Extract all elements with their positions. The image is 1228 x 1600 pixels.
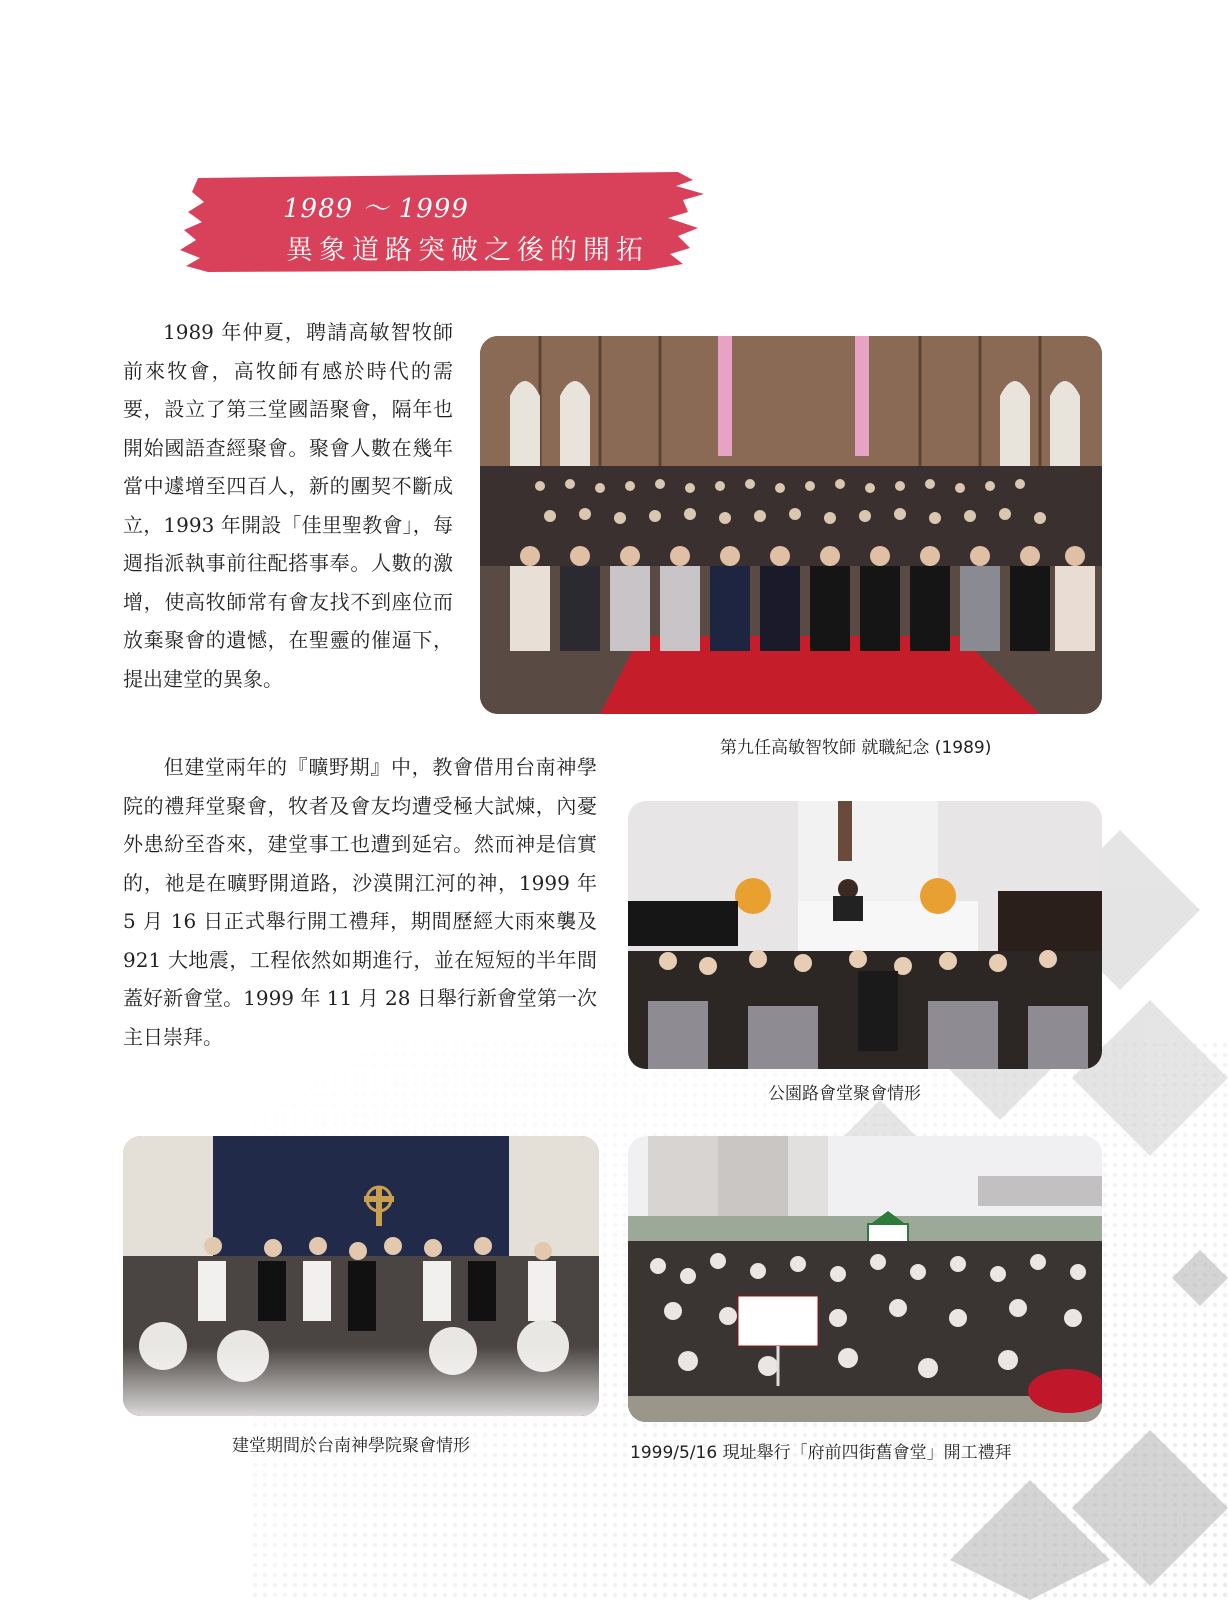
paragraph-2: 但建堂兩年的『曠野期』中，教會借用台南神學院的禮拜堂聚會，牧者及會友均遭受極大試煉，內憂外患紛至沓來，建堂事工也遭到延宕。然而神是信實的，祂是在曠野開道路，沙漠開江河的神，1999 年 5 月 16 日正式舉行開工禮拜，期間歷經大雨來襲及 921 大地震，工程依然如期進行，並在短短的半年間蓋好新會堂。1999 年 11 月 28 日舉行新會堂第一次主日崇拜。 <box>123 755 597 1049</box>
photo-tainan-seminary-service <box>123 1136 599 1416</box>
photo-pastor-installation <box>480 336 1102 714</box>
caption-photo-1: 第九任高敏智牧師 就職紀念 (1989) <box>720 738 992 758</box>
caption-photo-2: 公園路會堂聚會情形 <box>768 1084 921 1104</box>
caption-photo-4: 1999/5/16 現址舉行「府前四街舊會堂」開工禮拜 <box>630 1443 1012 1463</box>
year-range: 1989 ～ 1999 <box>283 194 469 224</box>
paragraph-1: 1989 年仲夏，聘請高敏智牧師前來牧會，高牧師有感於時代的需要，設立了第三堂國語聚會，隔年也開始國語查經聚會。聚會人數在幾年當中遽增至四百人，新的團契不斷成立，1993 年開設「佳里聖教會」，每週指派執事前往配搭事奉。人數的激增，使高牧師常有會友找不到座位而放棄聚會的遺憾，在聖靈的催逼下，提出建堂的異象。 <box>123 320 453 691</box>
photo-gongyuan-road-service <box>628 801 1102 1069</box>
section-title: 異象道路突破之後的開拓 <box>286 235 649 266</box>
caption-photo-3: 建堂期間於台南神學院聚會情形 <box>232 1436 470 1456</box>
section-banner <box>178 170 708 280</box>
photo-groundbreaking-ceremony <box>628 1136 1102 1422</box>
